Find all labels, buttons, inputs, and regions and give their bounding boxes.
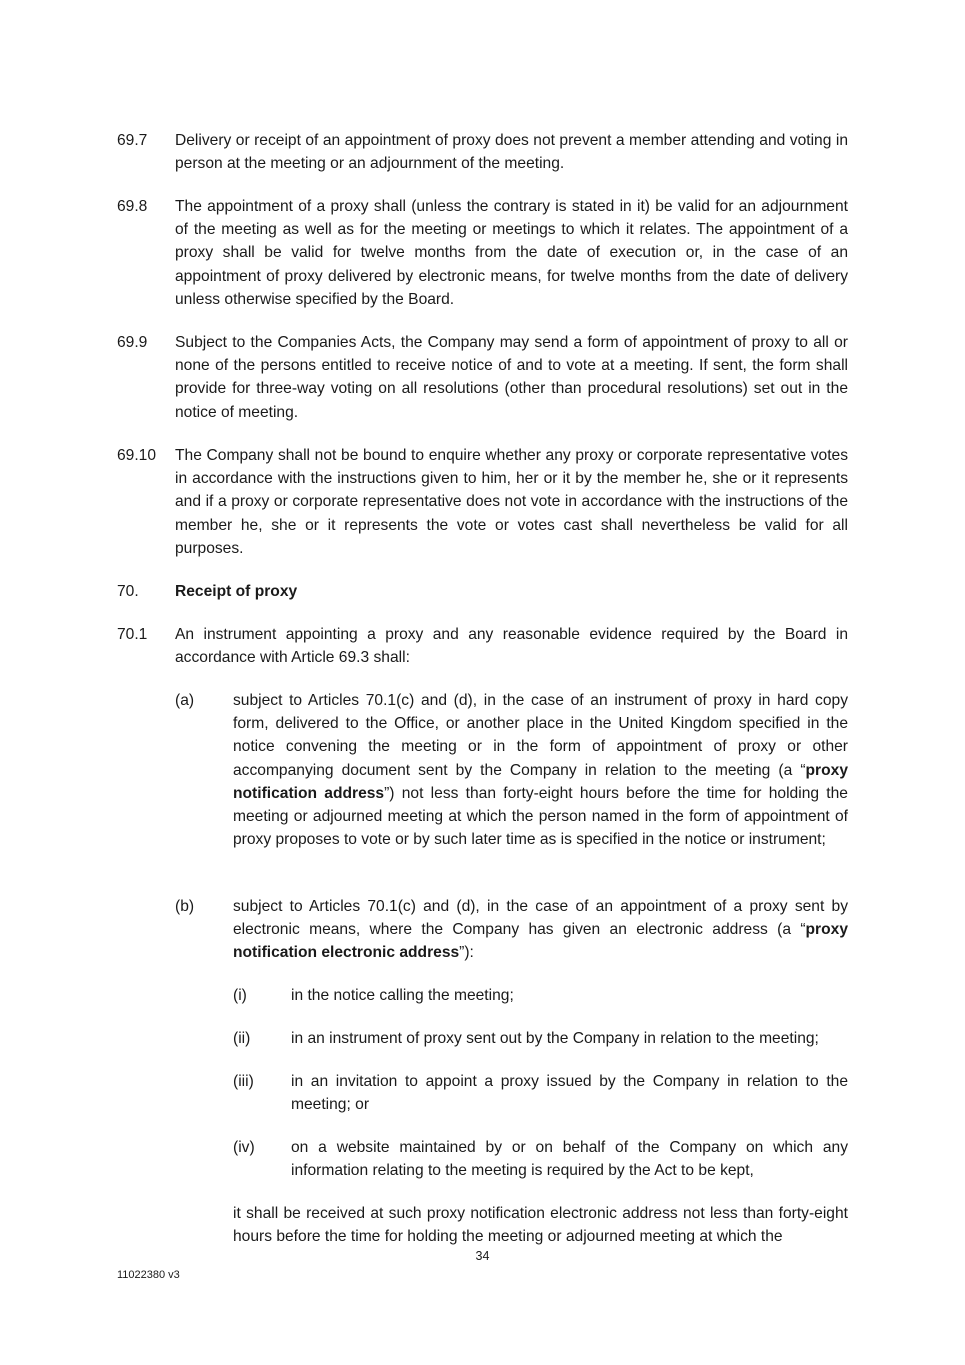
clause-number: 69.9 (117, 334, 148, 351)
item-label: (iii) (233, 1073, 254, 1090)
item-text: in the notice calling the meeting; (291, 987, 514, 1004)
item-ii (233, 1027, 848, 1050)
section-heading-70 (117, 580, 848, 603)
clause-69-9 (117, 331, 848, 424)
document-reference: 11022380 v3 (117, 1269, 180, 1281)
clause-text: The appointment of a proxy shall (unless the contrary is stated in it) be valid for an adjournment of the meeting as well as for the meeting or meetings to which it relates. The appointment of a proxy shall be valid for twelve months from the date of execution or, in the case of an appointment of proxy delivered by electronic means, for twelve months from the date of delivery unless otherwise specified by the Board. (175, 198, 848, 308)
clause-70-1 (117, 623, 848, 669)
item-text: in an invitation to appoint a proxy issued by the Company in relation to the meeting; or (291, 1073, 848, 1114)
subclause-text: subject to Articles 70.1(c) and (d), in the case of an instrument of proxy in hard copy form, delivered to the Office, or another place in the United Kingdom specified in the notice convening the meeting or in the form of appointment of proxy or other accompanying document sent by the Company in relation to the meeting (a “proxy notification address”) not less than forty-eight hours before the time for holding the meeting or adjourned meeting at which the person named in the form of appointment of proxy proposes to vote or by such later time as is specified in the notice or instrument; (233, 692, 848, 849)
clause-text: The Company shall not be bound to enquire whether any proxy or corporate representative votes in accordance with the instructions given to him, her or it by the member he, she or it represents and if a proxy or corporate representative does not vote in accordance with the instructions of the member he, she or it represents the vote or votes cast shall nevertheless be valid for all purposes. (175, 447, 848, 557)
clause-text: An instrument appointing a proxy and any reasonable evidence required by the Board in accordance with Article 69.3 shall: (175, 626, 848, 667)
subclause-label: (b) (175, 898, 195, 915)
clause-69-7 (117, 129, 848, 175)
clause-number: 70.1 (117, 626, 148, 643)
item-text: in an instrument of proxy sent out by the Company in relation to the meeting; (291, 1030, 819, 1047)
item-iv (233, 1136, 848, 1182)
clause-number: 69.10 (117, 447, 157, 464)
item-iii (233, 1070, 848, 1116)
defined-term: proxy notification electronic address (233, 921, 848, 962)
item-label: (i) (233, 987, 247, 1004)
clause-number: 69.7 (117, 132, 148, 149)
subclause-a (175, 689, 848, 851)
section-title: Receipt of proxy (175, 583, 298, 600)
item-text: on a website maintained by or on behalf of the Company on which any information relating to the meeting is required by the Act to be kept, (291, 1139, 848, 1180)
item-i (233, 984, 848, 1007)
clause-69-10 (117, 444, 848, 560)
clause-text: Subject to the Companies Acts, the Company may send a form of appointment of proxy to all or none of the persons entitled to receive notice of and to vote at a meeting. If sent, the form shall provide for three-way voting on all resolutions (other than procedural resolutions) set out in the notice of meeting. (175, 334, 848, 421)
subclause-b (175, 895, 848, 965)
page-number: 34 (475, 1249, 490, 1263)
clause-text: Delivery or receipt of an appointment of proxy does not prevent a member attending and voting in person at the meeting or an adjournment of the meeting. (175, 132, 848, 173)
subclause-label: (a) (175, 692, 195, 709)
defined-term: proxy notification address (233, 761, 848, 802)
continuation-text: it shall be received at such proxy notification electronic address not less than forty-eight hours before the time for holding the meeting or adjourned meeting at which the (233, 1205, 848, 1246)
subclause-text: subject to Articles 70.1(c) and (d), in the case of an appointment of a proxy sent by electronic means, where the Company has given an electronic address (a “proxy notification electronic address”): (233, 898, 848, 962)
section-number: 70. (117, 583, 139, 600)
clause-69-8 (117, 195, 848, 311)
item-label: (iv) (233, 1139, 255, 1156)
clause-number: 69.8 (117, 198, 148, 215)
item-label: (ii) (233, 1030, 251, 1047)
